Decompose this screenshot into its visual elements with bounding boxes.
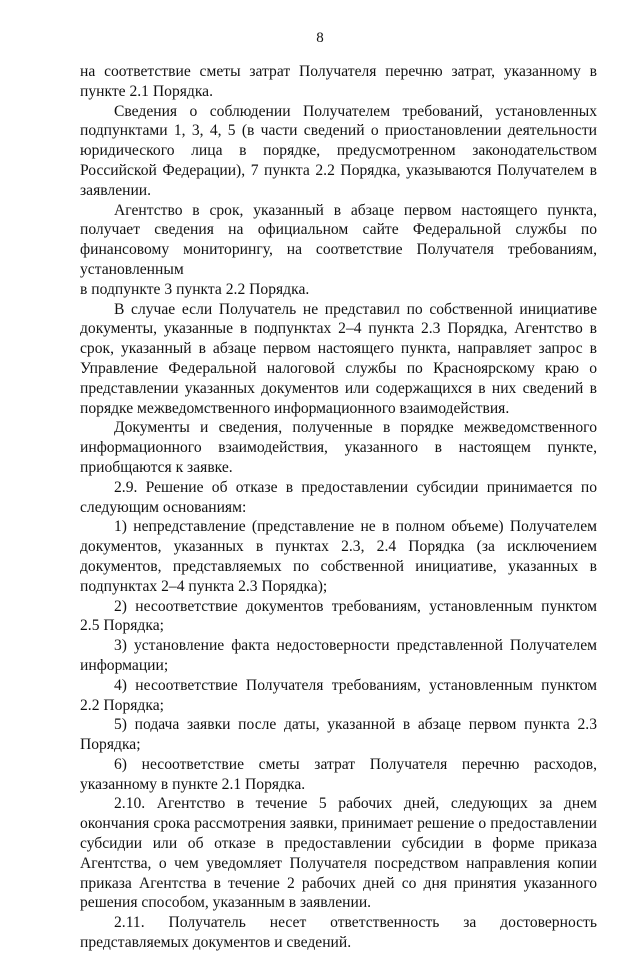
paragraph-documents-attached: Документы и сведения, полученные в порядке межведомственного информационного взаимодействия, указанного в настоящем пункте, приобщаются к заявке. — [80, 419, 597, 476]
paragraph-agency-check: Агентство в срок, указанный в абзаце первом настоящего пункта, получает сведения на официальном сайте Федеральной службы по финансовому мониторингу, на соответствие Получателя требованиям, установленным — [80, 201, 597, 278]
paragraph-interagency-request: В случае если Получатель не представил по собственной инициативе документы, указанные в подпунктах 2–4 пункта 2.3 Порядка, Агентство в срок, указанный в абзаце первом настоящего пункта, направляет запрос в Управление Федеральной налоговой службы по Красноярскому краю о представлении указанных документов или содержащихся в них сведений в порядке межведомственного информационного взаимодействия. — [80, 300, 597, 417]
list-item-3: 3) установление факта недостоверности представленной Получателем информации; — [80, 637, 597, 674]
list-item-6: 6) несоответствие сметы затрат Получателя перечню расходов, указанному в пункте 2.1 Порядка. — [80, 755, 597, 793]
page-number: 8 — [316, 30, 324, 46]
list-item-2: 2) несоответствие документов требованиям, установленным пунктом 2.5 Порядка; — [80, 597, 597, 635]
list-item-5: 5) подача заявки после даты, указанной в абзаце первом пункта 2.3 Порядка; — [80, 716, 597, 754]
paragraph-2-9: 2.9. Решение об отказе в предоставлении субсидии принимается по следующим основаниям: — [80, 478, 597, 516]
list-item-1: 1) непредставление (представление не в полном объеме) Получателем документов, указанных в пунктах 2.3, 2.4 Порядка (за исключением документов, представляемых по собственной инициативе, указанных в подпунктах 2–4 пункта 2.3 Порядка); — [80, 518, 597, 595]
paragraph-agency-check-end: в подпункте 3 пункта 2.2 Порядка. — [80, 280, 310, 298]
paragraph-2-10: 2.10. Агентство в течение 5 рабочих дней, следующих за днем окончания срока рассмотрения заявки, принимает решение о предоставлении субсидии или об отказе в предоставлении субсидии в форме приказа Агентства, о чем уведомляет Получателя посредством направления копии приказа Агентства в течение 2 рабочих дней со дня принятия указанного решения способом, указанным в заявлении. — [80, 795, 597, 912]
document-body — [80, 62, 597, 953]
paragraph-2-11: 2.11. Получатель несет ответственность за достоверность представляемых документов и сведений. — [80, 914, 597, 952]
list-item-4: 4) несоответствие Получателя требованиям, установленным пунктом 2.2 Порядка; — [80, 676, 597, 714]
paragraph-continuation: на соответствие сметы затрат Получателя перечню затрат, указанному в пункте 2.1 Порядка. — [80, 63, 597, 100]
paragraph-requirements-info: Сведения о соблюдении Получателем требований, установленных подпунктами 1, 3, 4, 5 (в части сведений о приостановлении деятельности юридического лица в порядке, предусмотренном законодательством Российской Федерации), 7 пункта 2.2 Порядка, указываются Получателем в заявлении. — [80, 102, 597, 199]
